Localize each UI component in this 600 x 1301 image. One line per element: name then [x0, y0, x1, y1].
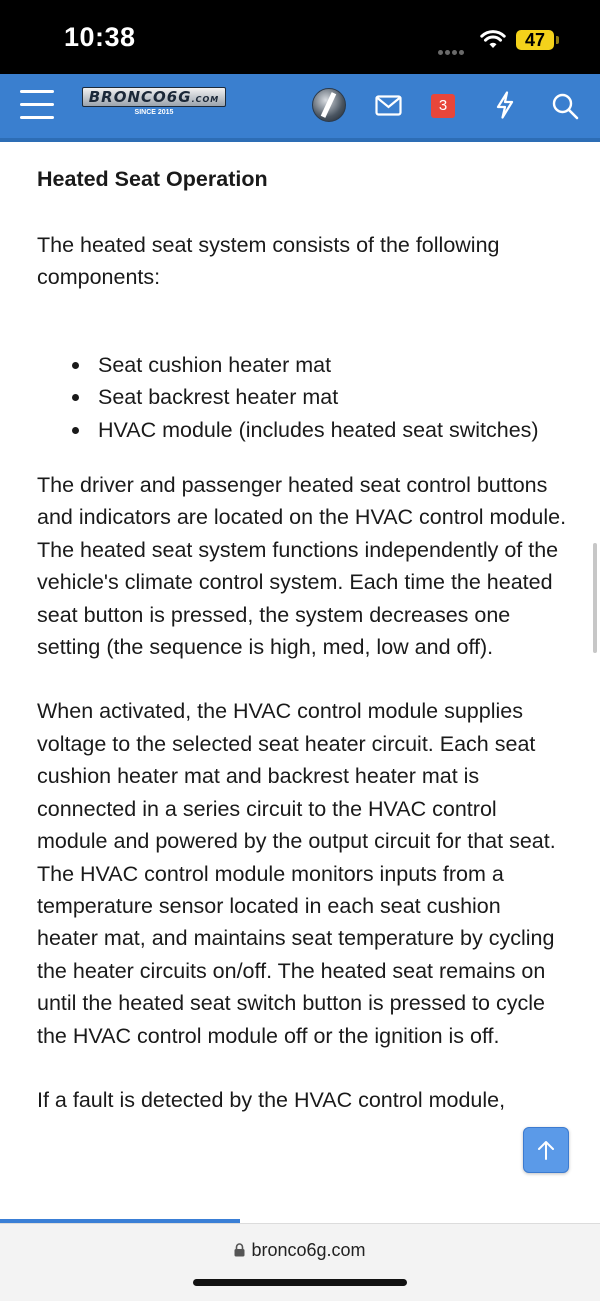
status-time: 10:38 — [64, 22, 136, 52]
intro-paragraph: The heated seat system consists of the following components: — [37, 233, 500, 290]
battery-icon: 47 — [516, 30, 554, 50]
arrow-up-icon — [536, 1139, 556, 1161]
site-logo[interactable] — [82, 87, 226, 121]
battery-cap — [556, 36, 559, 44]
list-item: Seat cushion heater mat — [98, 349, 567, 381]
list-item: Seat backrest heater mat — [98, 381, 567, 413]
article-heading: Heated Seat Operation — [37, 167, 268, 191]
mail-icon[interactable] — [375, 95, 402, 116]
wifi-icon — [480, 30, 506, 50]
site-header — [0, 74, 600, 142]
list-item: HVAC module (includes heated seat switches) — [98, 414, 567, 446]
url-text: bronco6g.com — [251, 1240, 366, 1260]
address-bar[interactable] — [0, 1240, 600, 1261]
logo-tagline: SINCE 2015 — [134, 109, 174, 116]
menu-icon[interactable] — [20, 90, 54, 120]
alerts-badge[interactable]: 3 — [431, 94, 455, 118]
components-list — [37, 349, 567, 446]
user-avatar[interactable] — [312, 88, 346, 122]
browser-toolbar — [0, 1223, 600, 1301]
cellular-signal-icon — [438, 42, 466, 60]
scroll-to-top-button[interactable] — [523, 1127, 569, 1173]
operation-paragraph: When activated, the HVAC control module supplies voltage to the selected seat heater circuit. Each seat cushion heater mat and backrest heater mat is connected in a series circuit to the HVAC control module and powered by the output circuit for that seat. The HVAC control module monitors inputs from a temperature sensor located in each seat cushion heater mat, and maintains seat temperature by cycling the heater circuits on/off. The heated seat remains on until the heated seat switch button is pressed to cycle the HVAC control module off or the ignition is off. — [37, 699, 556, 1048]
search-icon[interactable] — [551, 92, 579, 120]
home-indicator[interactable] — [193, 1279, 407, 1286]
lightning-icon[interactable] — [495, 91, 515, 119]
fault-paragraph: If a fault is detected by the HVAC control module, — [37, 1087, 506, 1112]
article-body — [37, 162, 567, 1116]
status-bar — [0, 0, 600, 74]
scroll-indicator[interactable] — [593, 543, 597, 653]
lock-icon — [234, 1243, 245, 1257]
controls-paragraph: The driver and passenger heated seat control buttons and indicators are located on the HVAC control module. The heated seat system functions independently of the vehicle's climate control system. Each time the heated seat button is pressed, the system decreases one setting (the sequence is high, med, low and off). — [37, 473, 567, 660]
logo-plate: BRONCO6G.COM — [82, 87, 226, 107]
